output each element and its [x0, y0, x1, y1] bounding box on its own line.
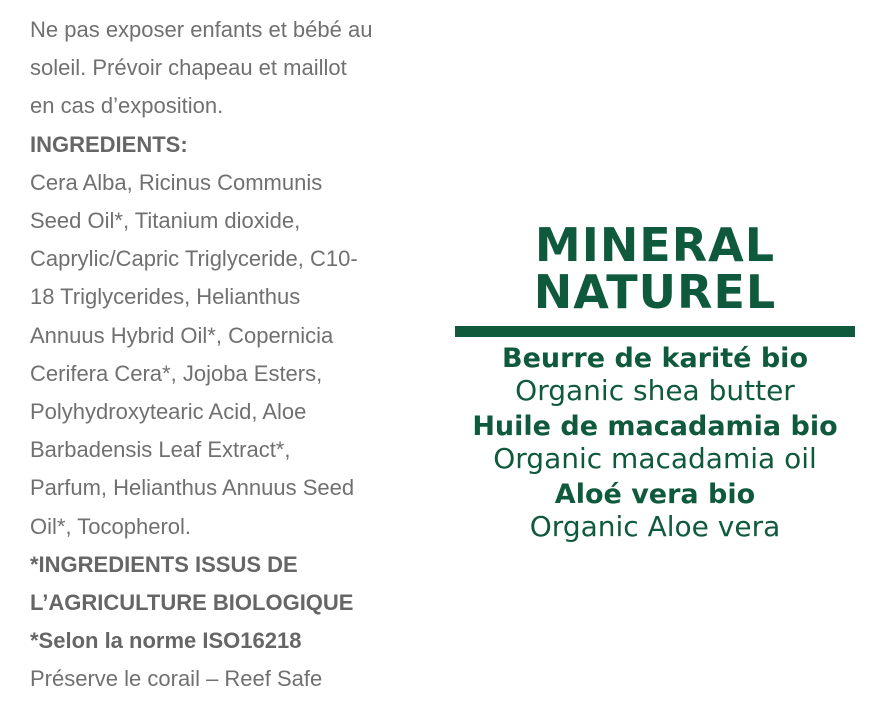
- norm-note: *Selon la norme ISO16218: [30, 628, 302, 654]
- ingredients-line: Cera Alba, Ricinus Communis: [30, 169, 323, 195]
- feature-en-macadamia: Organic macadamia oil: [493, 442, 817, 475]
- ingredients-heading: INGREDIENTS:: [30, 131, 188, 157]
- product-description: [30, 11, 410, 699]
- feature-en-shea: Organic shea butter: [515, 374, 795, 407]
- ingredients-line: Oil*, Tocopherol.: [30, 513, 192, 539]
- ingredients-line: Annuus Hybrid Oil*, Copernicia: [30, 322, 334, 348]
- ingredients-line: Barbadensis Leaf Extract*,: [30, 437, 291, 463]
- warning-line: Ne pas exposer enfants et bébé au: [30, 17, 373, 42]
- headline-naturel: NATUREL: [533, 265, 777, 319]
- ingredients-line: Polyhydroxytearic Acid, Aloe: [30, 399, 307, 425]
- organic-note: L’AGRICULTURE BIOLOGIQUE: [30, 590, 354, 616]
- reef-safe-note: Préserve le corail – Reef Safe: [30, 666, 323, 692]
- feature-fr-macadamia: Huile de macadamia bio: [472, 411, 838, 442]
- headline-divider: [455, 326, 855, 337]
- ingredients-line: 18 Triglycerides, Helianthus: [30, 284, 301, 310]
- warning-line: en cas d’exposition.: [30, 93, 224, 119]
- organic-note: *INGREDIENTS ISSUS DE: [30, 551, 298, 577]
- headline-mineral: MINERAL: [534, 218, 776, 272]
- ingredients-line: Caprylic/Capric Triglyceride, C10-: [30, 246, 358, 272]
- ingredients-line: Seed Oil*, Titanium dioxide,: [30, 208, 301, 234]
- mineral-naturel-label: [452, 218, 858, 547]
- ingredients-line: Parfum, Helianthus Annuus Seed: [30, 475, 355, 501]
- feature-fr-shea: Beurre de karité bio: [502, 343, 808, 374]
- ingredients-line: Cerifera Cera*, Jojoba Esters,: [30, 360, 323, 386]
- warning-line: soleil. Prévoir chapeau et maillot: [30, 55, 347, 81]
- feature-fr-aloe: Aloé vera bio: [554, 479, 756, 510]
- feature-en-aloe: Organic Aloe vera: [529, 510, 781, 543]
